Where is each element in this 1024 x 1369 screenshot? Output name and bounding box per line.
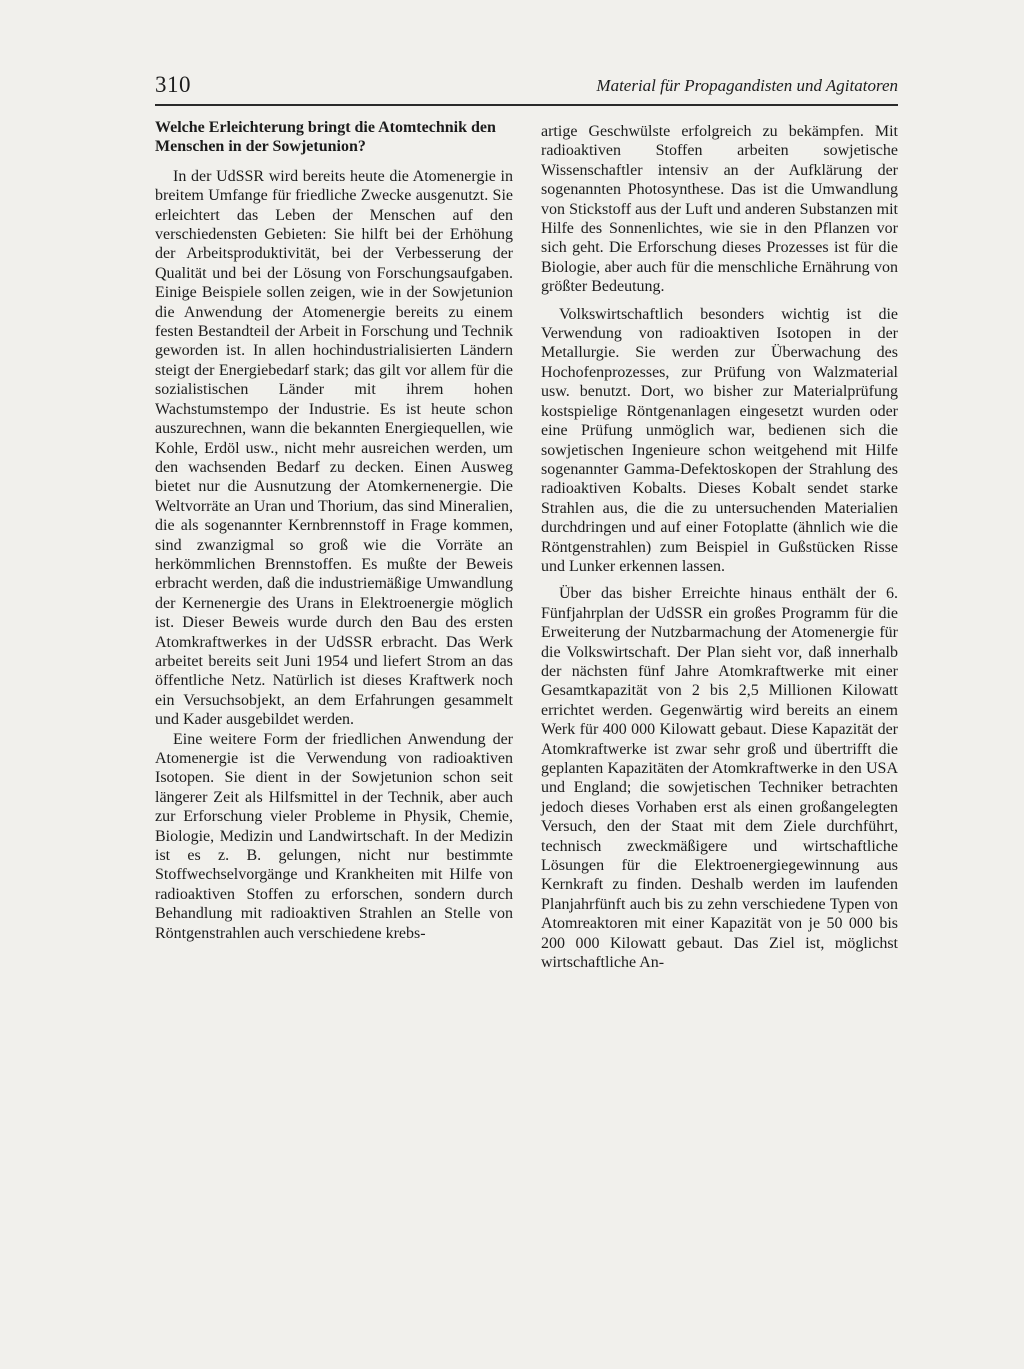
paragraph: Volkswirtschaftlich besonders wichtig ist die Verwendung von radioaktiven Isotopen in der Metallurgie. Sie werden zur Überwachung des Hochofenprozesses, zur Prüfung von Walzmaterial usw. benutzt. Dort, wo bisher zur Materialprüfung kostspielige Röntgenanlagen eingesetzt wurden oder eine Prüfung unmöglich war, bedienen sich die sowjetischen Ingenieure schon weitgehend mit Hilfe sogenannter Gamma-Defektoskopen der Strahlung des radioaktiven Kobalts. Dieses Kobalt sendet starke Strahlen aus, die die zu untersuchenden Materialien durchdringen und auf einer Fotoplatte (ähnlich wie die Röntgenstrahlen) zum Beispiel in Gußstücken Risse und Lunker erkennen lassen. — [541, 305, 898, 575]
running-title: Material für Propagandisten und Agitatoren — [596, 76, 898, 95]
left-column — [155, 118, 513, 943]
header-rule — [155, 104, 898, 106]
section-heading: Welche Erleichterung bringt die Atomtechnik den Menschen in der Sowjetunion? — [155, 119, 496, 156]
paragraph: In der UdSSR wird bereits heute die Atomenergie in breitem Umfange für friedliche Zwecke ausgenutzt. Sie erleichtert das Leben der Menschen auf den verschiedensten Gebieten: Sie hilft bei der Erhöhung der Arbeitsproduktivität, bei der Verbesserung der Qualität und bei der Lösung von Forschungsaufgaben. Einige Beispiele sollen zeigen, wie in der Sowjetunion die Anwendung der Atomenergie bereits zu einem festen Bestandteil der Arbeit in Forschung und Technik geworden ist. In allen hochindustrialisierten Ländern steigt der Energiebedarf stark; das gilt vor allem für die sozialistischen Länder mit ihrem hohen Wachstumstempo der Industrie. Es ist heute schon auszurechnen, wann die bekannten Energiequellen, wie Kohle, Erdöl usw., nicht mehr ausreichen werden, um den wachsenden Bedarf zu decken. Einen Ausweg bietet nur die Ausnutzung der Atomkernenergie. Die Weltvorräte an Uran und Thorium, das sind Mineralien, die als sogenannter Kernbrennstoff in Frage kommen, sind zwanzigmal so groß wie die Vorräte an herkömmlichen Brennstoffen. Es mußte der Beweis erbracht werden, daß die industriemäßige Umwandlung der Kernenergie des Urans in Elektroenergie möglich ist. Dieser Beweis wurde durch den Bau des ersten Atomkraftwerkes in der UdSSR erbracht. Das Werk arbeitet bereits seit Juni 1954 und liefert Strom an das öffentliche Netz. Natürlich ist dieses Kraftwerk noch ein Versuchsobjekt, an dem Erfahrungen gesammelt und Kader ausgebildet werden. — [155, 167, 513, 729]
paragraph: Über das bisher Erreichte hinaus enthält der 6. Fünfjahrplan der UdSSR ein großes Programm für die Erweiterung der Nutzbarmachung der Atomenergie für die Volkswirtschaft. Der Plan sieht vor, daß innerhalb der nächsten fünf Jahre Atomkraftwerke mit einer Gesamtkapazität von 2 bis 2,5 Millionen Kilowatt errichtet werden. Gegenwärtig wird bereits an einem Werk für 400 000 Kilowatt gebaut. Diese Kapazität der Atomkraftwerke ist zwar sehr groß und übertrifft die geplanten Kapazitäten der Atomkraftwerke in den USA und England; die sowjetischen Techniker betrachten jedoch dieses Vorhaben erst als einen großangelegten Versuch, den der Staat mit dem Ziele durchführt, technisch zweckmäßigere und wirtschaftliche Lösungen für die Elektroenergiegewinnung aus Kernkraft zu finden. Deshalb werden im laufenden Planjahrfünft auch bis zu zehn verschiedene Typen von Atomreaktoren mit einer Kapazität von je 50 000 bis 200 000 Kilowatt gebaut. Das Ziel ist, möglichst wirtschaftliche An- — [541, 585, 898, 972]
page-number: 310 — [155, 72, 191, 97]
paragraph: Eine weitere Form der friedlichen Anwendung der Atomenergie ist die Verwendung von radioaktiven Isotopen. Sie dient in der Sowjetunion schon seit längerer Zeit als Hilfsmittel in der Technik, aber auch zur Erforschung vieler Probleme in Physik, Chemie, Biologie, Medizin und Landwirtschaft. In der Medizin ist es z. B. gelungen, nicht nur bestimmte Stoffwechselvorgänge und Krankheiten mit Hilfe von radioaktiven Stoffen zu erforschen, sondern durch Behandlung mit radioaktiven Strahlen an Stelle von Röntgenstrahlen auch verschiedene krebs- — [155, 730, 513, 942]
right-column — [541, 122, 898, 972]
paragraph: artige Geschwülste erfolgreich zu bekämpfen. Mit radioaktiven Stoffen arbeiten sowjetische Wissenschaftler intensiv an der Aufklärung der sogenannten Photosynthese. Das ist die Umwandlung von Stickstoff aus der Luft und anderen Substanzen mit Hilfe des Sonnenlichtes, wie sie in den Pflanzen vor sich geht. Die Erforschung dieses Prozesses ist für die Biologie, aber auch für die menschliche Ernährung von größter Bedeutung. — [541, 123, 898, 296]
